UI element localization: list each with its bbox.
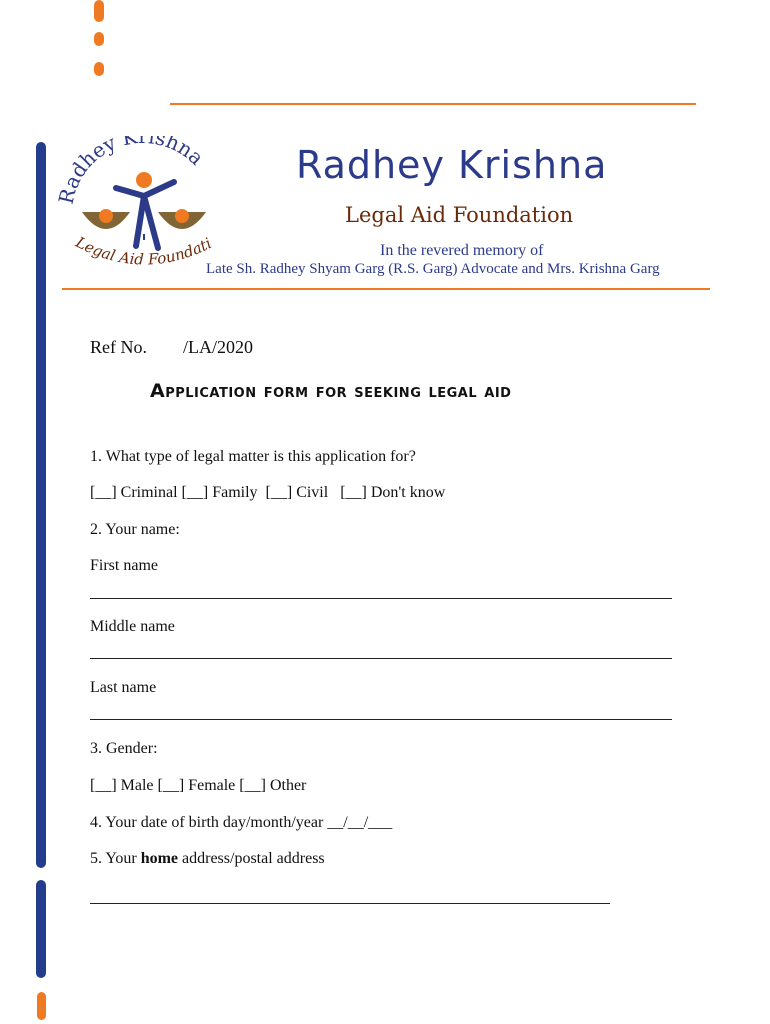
middle-name-blank-line — [90, 658, 672, 659]
memory-line: In the revered memory of — [380, 242, 544, 259]
question-name: 2. Your name: — [90, 521, 180, 538]
header-top-rule — [170, 103, 696, 105]
decor-orange-dash — [94, 32, 104, 46]
last-name-label: Last name — [90, 679, 157, 696]
foundation-logo — [54, 136, 230, 284]
ref-value: /LA/2020 — [183, 337, 253, 357]
question-address — [90, 850, 325, 868]
question-legal-matter: 1. What type of legal matter is this application for? — [90, 448, 416, 465]
dedication-line: Late Sh. Radhey Shyam Garg (R.S. Garg) Advocate and Mrs. Krishna Garg — [206, 261, 660, 277]
logo-text-bottom: Legal Aid Foundati — [72, 233, 215, 269]
address-prefix: 5. Your — [90, 850, 141, 867]
decor-blue-bar — [36, 880, 46, 978]
decor-orange-dash — [94, 62, 104, 76]
gender-options: [__] Male [__] Female [__] Other — [90, 777, 307, 794]
first-name-blank-line — [90, 598, 672, 599]
question-gender: 3. Gender: — [90, 740, 158, 757]
ref-label: Ref No. — [90, 337, 147, 357]
address-suffix: address/postal address — [178, 850, 325, 867]
first-name-label: First name — [90, 557, 158, 574]
decor-orange-dash — [94, 0, 104, 22]
logo-text-top: Radhey Krishna — [54, 136, 209, 207]
middle-name-label: Middle name — [90, 618, 175, 635]
legal-matter-options: [__] Criminal [__] Family [__] Civil [__] Don't know — [90, 484, 446, 501]
decor-orange-bar — [37, 992, 46, 1020]
last-name-blank-line — [90, 719, 672, 720]
form-title: Application form for seeking legal aid — [150, 380, 512, 402]
header-bottom-rule — [62, 288, 710, 290]
address-blank-line — [90, 903, 610, 904]
question-date-of-birth: 4. Your date of birth day/month/year __/__/___ — [90, 814, 393, 831]
address-bold-word: home — [140, 850, 179, 867]
svg-text:Radhey Krishna — [54, 136, 209, 206]
decor-blue-bar — [36, 142, 46, 868]
brand-name: Radhey Krishna — [296, 143, 608, 187]
foundation-name: Legal Aid Foundation — [345, 203, 574, 227]
